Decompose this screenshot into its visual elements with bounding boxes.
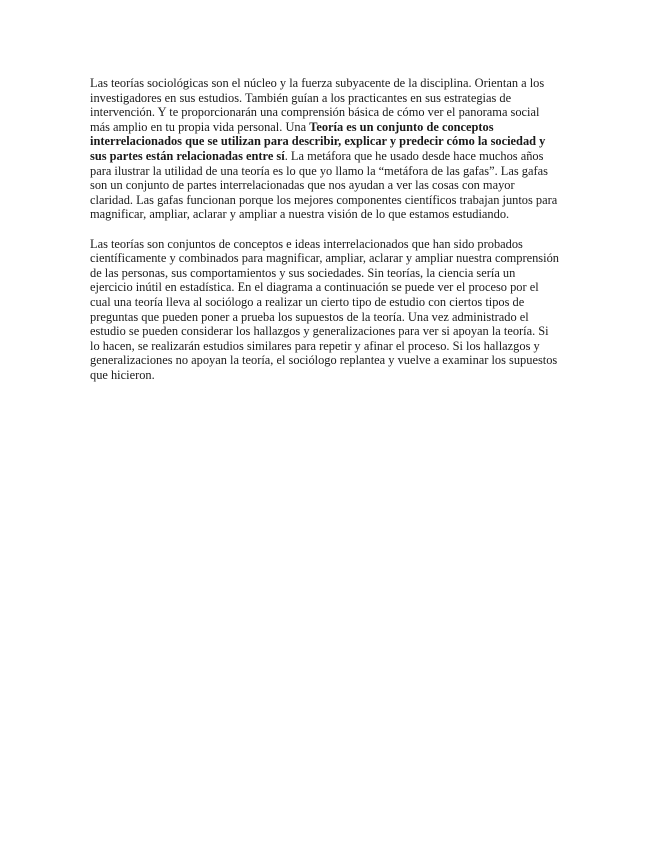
document-page <box>90 76 560 397</box>
theory-definition: Teoría es un conjunto de conceptos interrelacionados que se utilizan para describir, explicar y predecir cómo la sociedad y sus partes están relacionadas entre sí <box>90 119 546 163</box>
paragraph-1 <box>90 76 560 222</box>
paragraph-1-continuation: . La metáfora que he usado desde hace muchos años para ilustrar la utilidad de una teoría es lo que yo llamo la “metáfora de las gafas”. Las gafas son un conjunto de partes interrelacionadas que nos ayudan a ver las cosas con mayor claridad. Las gafas funcionan porque los mejores componentes científicos trabajan juntos para magnificar, ampliar, aclarar y ampliar a nuestra visión de lo que estamos estudiando. <box>90 148 558 222</box>
paragraph-2: Las teorías son conjuntos de conceptos e ideas interrelacionados que han sido probados científicamente y combinados para magnificar, ampliar, aclarar y ampliar nuestra comprensión de las personas, sus comportamientos y sus sociedades. Sin teorías, la ciencia sería un ejercicio inútil en estadística. En el diagrama a continuación se puede ver el proceso por el cual una teoría lleva al sociólogo a realizar un cierto tipo de estudio con ciertos tipos de preguntas que pueden poner a prueba los supuestos de la teoría. Una vez administrado el estudio se pueden considerar los hallazgos y generalizaciones para ver si apoyan la teoría. Si lo hacen, se realizarán estudios similares para repetir y afinar el proceso. Si los hallazgos y generalizaciones no apoyan la teoría, el sociólogo replantea y vuelve a examinar los supuestos que hicieron. <box>90 236 559 382</box>
paragraph-1-intro: Las teorías sociológicas son el núcleo y la fuerza subyacente de la disciplina. Orientan a los investigadores en sus estudios. También guían a los practicantes en sus estrategias de intervención. Y te proporcionarán una comprensión básica de cómo ver el panorama social más amplio en tu propia vida personal. Una <box>90 76 545 134</box>
